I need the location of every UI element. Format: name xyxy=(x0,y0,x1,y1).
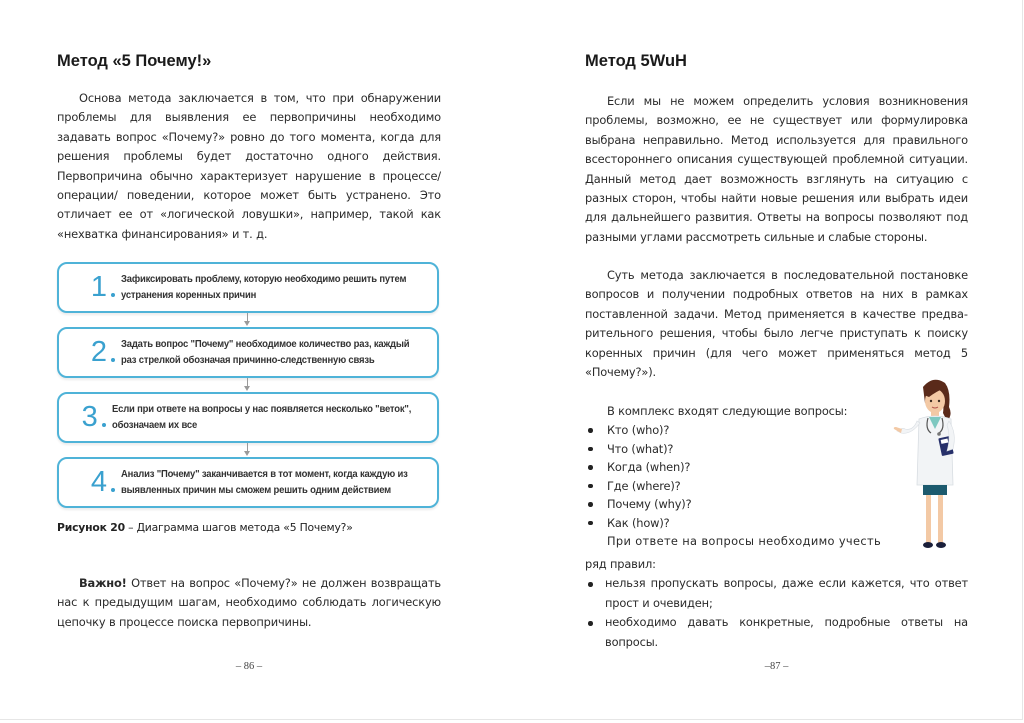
questions-tail: При ответе на вопросы необходимо учесть xyxy=(607,534,882,549)
step-number-value: 2 xyxy=(90,336,107,368)
list-item: Где (where)? xyxy=(585,477,885,496)
questions-title: В комплекс входят следующие вопросы: xyxy=(607,404,848,418)
step-text-line: Если при ответе на вопросы у нас появляется несколько "веток", xyxy=(111,403,411,415)
list-item: Когда (when)? xyxy=(585,458,885,477)
right-page xyxy=(585,0,968,720)
list-item: Кто (who)? xyxy=(585,421,885,440)
down-arrow-icon xyxy=(57,313,439,327)
step-text-line: раз стрелкой обозначая причинно-следственную связь xyxy=(121,354,375,366)
step-text xyxy=(112,402,411,434)
list-item: Почему (why)? xyxy=(585,495,885,514)
shoe xyxy=(923,542,933,548)
step-text-line: Анализ "Почему" заканчивается в тот момент, когда каждую из xyxy=(121,468,408,480)
step-dot xyxy=(111,488,115,492)
questions-list xyxy=(585,421,885,532)
step-text xyxy=(121,337,409,369)
five-whys-diagram xyxy=(57,262,439,508)
rules-block xyxy=(585,555,968,652)
5wuh-intro xyxy=(585,92,968,247)
left-page-heading: Метод «5 Почему!» xyxy=(57,52,212,70)
intro-paragraph: Если мы не можем определить условия возникновения проблемы, возможно, ее не существует или формулировка выбрана неправильно. Метод используется для правильного всестороннего описания существующей проблемной ситуации. Данный метод дает возможность взглянуть на ситуацию с разных сторон, чтобы найти новые решения или выбрать идеи для дальнейшего развития. Ответы на вопросы позволяют под разными углами рассмотреть сильные и слабые стороны. xyxy=(585,94,968,244)
diagram-step xyxy=(57,457,439,508)
step-number-value: 4 xyxy=(90,466,107,498)
step-text-line: выявленных причин мы сможем решить одним действием xyxy=(121,484,392,496)
page-number-left: – 86 – xyxy=(235,661,263,672)
5wuh-essence xyxy=(585,266,968,382)
step-number-value: 3 xyxy=(81,401,98,433)
down-arrow-icon xyxy=(57,443,439,457)
skirt xyxy=(923,485,947,495)
shoe xyxy=(936,542,946,548)
questions-block xyxy=(585,402,885,552)
step-text-line: устранения коренных причин xyxy=(121,289,257,301)
list-item: необходимо давать конкретные, подробные ответы на вопросы. xyxy=(585,613,968,652)
important-text: Ответ на вопрос «Почему?» не должен возвращать нас к предыдущим шагам, необходимо соблюдать логическую цепочку в процессе поиска первопричины. xyxy=(57,576,441,629)
intro-paragraph: Основа метода заключается в том, что при обнаружении проблемы для выявления ее первопричины необходимо задавать вопрос «Почему?» ровно до того момента, когда для решения проблемы будет достаточно одного действия. Первопричина обычно характеризует нарушение в процессе/ операции/ поведении, которое может быть устранено. Это отличает ее от «логической ловушки», например, такой как «нехватка финансирования» и т. д. xyxy=(57,91,441,241)
step-text-line: Задать вопрос "Почему" необходимое количество раз, каждый xyxy=(121,338,410,350)
step-number xyxy=(59,336,109,369)
step-number-value: 1 xyxy=(90,271,107,303)
rules-list xyxy=(585,574,968,652)
right-page-heading: Метод 5WuH xyxy=(585,52,687,70)
diagram-step xyxy=(57,392,439,443)
essence-paragraph: Суть метода заключается в последовательной постановке вопросов и получении подробных ответов на них в рамках поставленной задачи. Метод применяется в качестве предварительного решения, чтобы было легче приступать к поиску коренных причин (для чего может применяться метод 5 «Почему?»). xyxy=(585,268,968,380)
step-number xyxy=(59,401,100,434)
step-text xyxy=(121,467,408,499)
step-text xyxy=(121,272,406,304)
step-text-line: обозначаем их все xyxy=(111,419,197,431)
step-dot xyxy=(111,358,115,362)
step-text-line: Зафиксировать проблему, которую необходимо решить путем xyxy=(121,273,407,285)
step-dot xyxy=(111,293,115,297)
page-number-right: –87 – xyxy=(764,661,789,672)
list-item: Что (what)? xyxy=(585,440,885,459)
doctor-illustration xyxy=(893,373,973,551)
list-item: нельзя пропускать вопросы, даже если кажется, что ответ прост и очевиден; xyxy=(585,574,968,613)
rules-title: ряд правил: xyxy=(585,557,656,571)
left-page xyxy=(57,0,441,720)
figure-caption-text: – Диаграмма шагов метода «5 Почему?» xyxy=(124,521,353,534)
diagram-step xyxy=(57,327,439,378)
figure-caption xyxy=(57,521,353,534)
figure-caption-label: Рисунок 20 xyxy=(57,521,125,534)
step-number xyxy=(59,466,109,499)
important-note xyxy=(57,574,441,632)
step-number xyxy=(59,271,109,304)
diagram-step xyxy=(57,262,439,313)
step-dot xyxy=(102,423,106,427)
list-item: Как (how)? xyxy=(585,514,885,533)
down-arrow-icon xyxy=(57,378,439,392)
important-label: Важно! xyxy=(79,576,127,590)
five-whys-intro xyxy=(57,89,441,244)
